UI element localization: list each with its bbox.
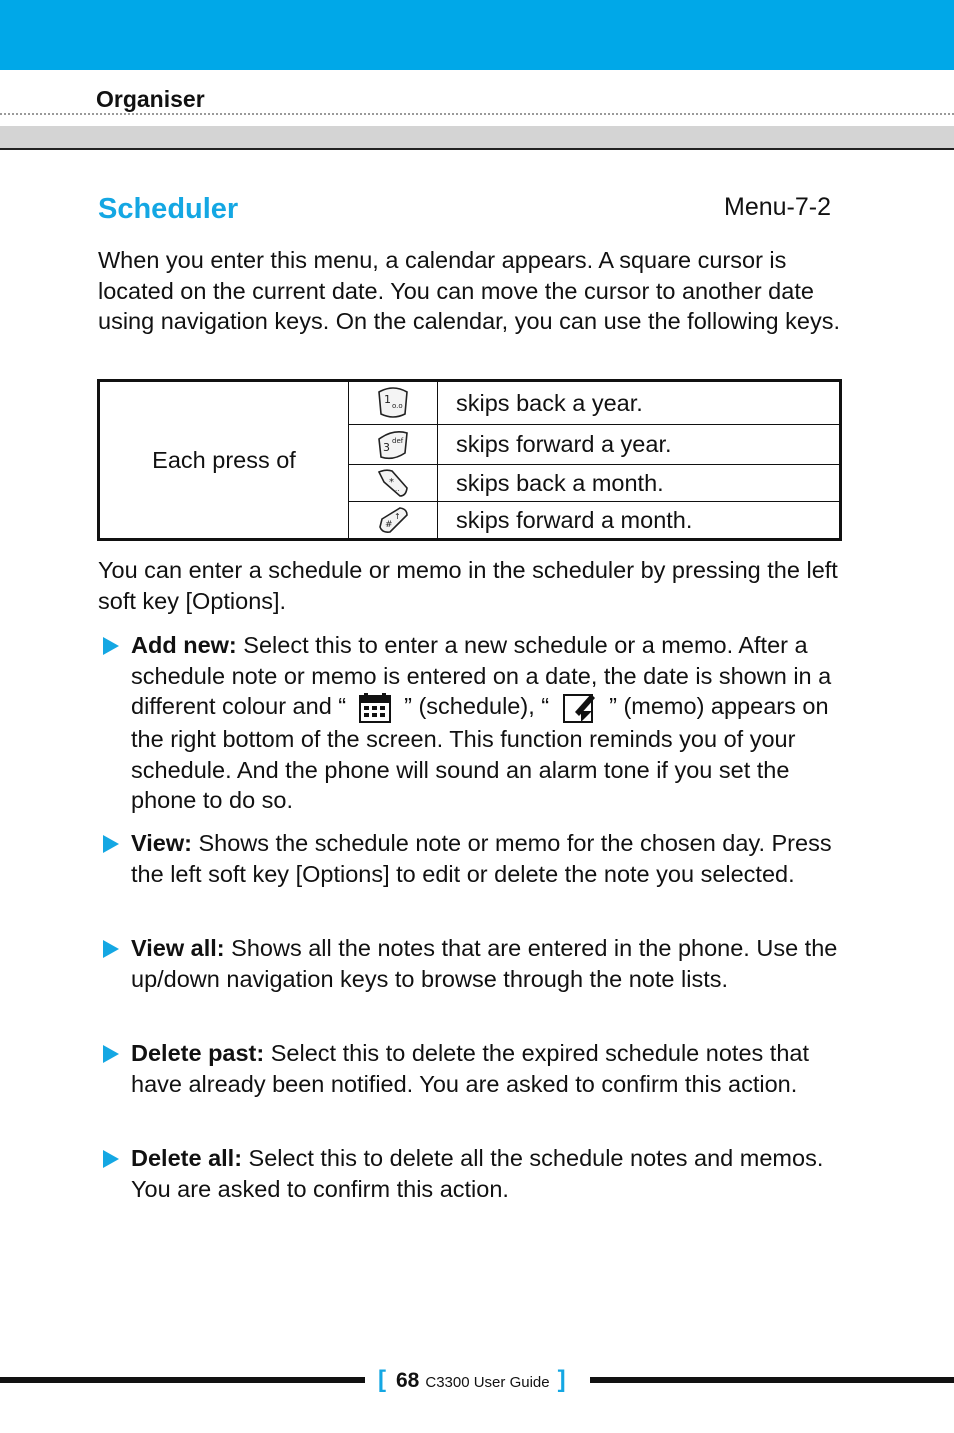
bullet-add-new — [131, 630, 843, 816]
page-title: Scheduler — [98, 193, 239, 225]
bullet-arrow-icon — [103, 1150, 119, 1168]
bullet-view — [131, 828, 843, 889]
keys-table — [97, 379, 842, 541]
bullet-term: Delete all: — [131, 1145, 243, 1171]
bullet-term: Add new: — [131, 632, 237, 658]
bullet-text: Select this to enter a new schedule or a memo. After a schedule note or memo is entered on a date, the date is shown in a different colour and “ — [131, 632, 832, 720]
svg-text:3: 3 — [383, 440, 390, 454]
gray-band — [0, 126, 954, 150]
bullet-text: Select this to delete the expired schedule notes that have already been notified. You are asked to confirm this action. — [131, 1040, 809, 1097]
svg-text:1: 1 — [384, 393, 391, 406]
bullet-term: View: — [131, 830, 192, 856]
bullet-arrow-icon — [103, 835, 119, 853]
bullet-arrow-icon — [103, 637, 119, 655]
bullet-delete-past — [131, 1038, 843, 1099]
menu-code: Menu-7-2 — [724, 193, 831, 221]
key-hash-icon — [376, 505, 410, 535]
bullet-term: View all: — [131, 935, 225, 961]
bullet-delete-all — [131, 1143, 843, 1204]
key-cell — [349, 425, 438, 465]
svg-text:def: def — [392, 436, 404, 445]
key-cell — [349, 381, 438, 425]
svg-text:↑: ↑ — [394, 512, 401, 521]
footer-rule-right — [590, 1377, 954, 1383]
options-paragraph: You can enter a schedule or memo in the scheduler by pressing the left soft key [Options]. — [98, 557, 838, 614]
bullet-text: Select this to delete all the schedule notes and memos. You are asked to confirm this action. — [131, 1145, 824, 1202]
bullet-term: Delete past: — [131, 1040, 265, 1066]
key-desc: skips back a year. — [438, 381, 841, 425]
key-desc: skips back a month. — [438, 465, 841, 502]
memo-icon — [561, 692, 597, 724]
svg-text:*: * — [389, 477, 394, 488]
footer-bracket-open: [ — [378, 1366, 386, 1393]
bullet-text: Shows all the notes that are entered in the phone. Use the up/down navigation keys to browse through the note lists. — [131, 935, 838, 992]
page-number: 68 — [396, 1369, 420, 1392]
key-3-icon — [375, 429, 411, 461]
svg-text:..: .. — [395, 485, 400, 493]
bullet-view-all — [131, 933, 843, 994]
footer-rule-left — [0, 1377, 365, 1383]
key-star-icon — [376, 468, 410, 498]
bullet-text: ” (schedule), “ — [404, 693, 550, 720]
section-label: Organiser — [96, 86, 205, 112]
keys-table-lead: Each press of — [99, 381, 349, 540]
bullet-arrow-icon — [103, 1045, 119, 1063]
key-desc: skips forward a month. — [438, 502, 841, 540]
key-cell — [349, 502, 438, 540]
key-desc: skips forward a year. — [438, 425, 841, 465]
svg-text:#: # — [385, 520, 393, 530]
key-cell — [349, 465, 438, 502]
dotted-divider — [0, 113, 954, 115]
svg-text:o.o: o.o — [392, 402, 403, 410]
key-1-icon — [375, 386, 411, 420]
footer-bracket-close: ] — [557, 1366, 566, 1393]
footer — [378, 1366, 566, 1394]
intro-paragraph: When you enter this menu, a calendar appears. A square cursor is located on the current date. You can move the cursor to another date using navigation keys. On the calendar, you can use the following keys. — [98, 247, 841, 335]
guide-title: C3300 User Guide — [425, 1374, 550, 1391]
schedule-icon — [358, 692, 392, 724]
header-band — [0, 0, 954, 70]
bullet-text: ” (memo) appears on the right bottom of the screen. This function reminds you of your schedule. And the phone will sound an alarm tone if you set the phone to do so. — [131, 693, 829, 814]
bullet-arrow-icon — [103, 940, 119, 958]
bullet-text: Shows the schedule note or memo for the chosen day. Press the left soft key [Options] to edit or delete the note you selected. — [131, 830, 832, 887]
